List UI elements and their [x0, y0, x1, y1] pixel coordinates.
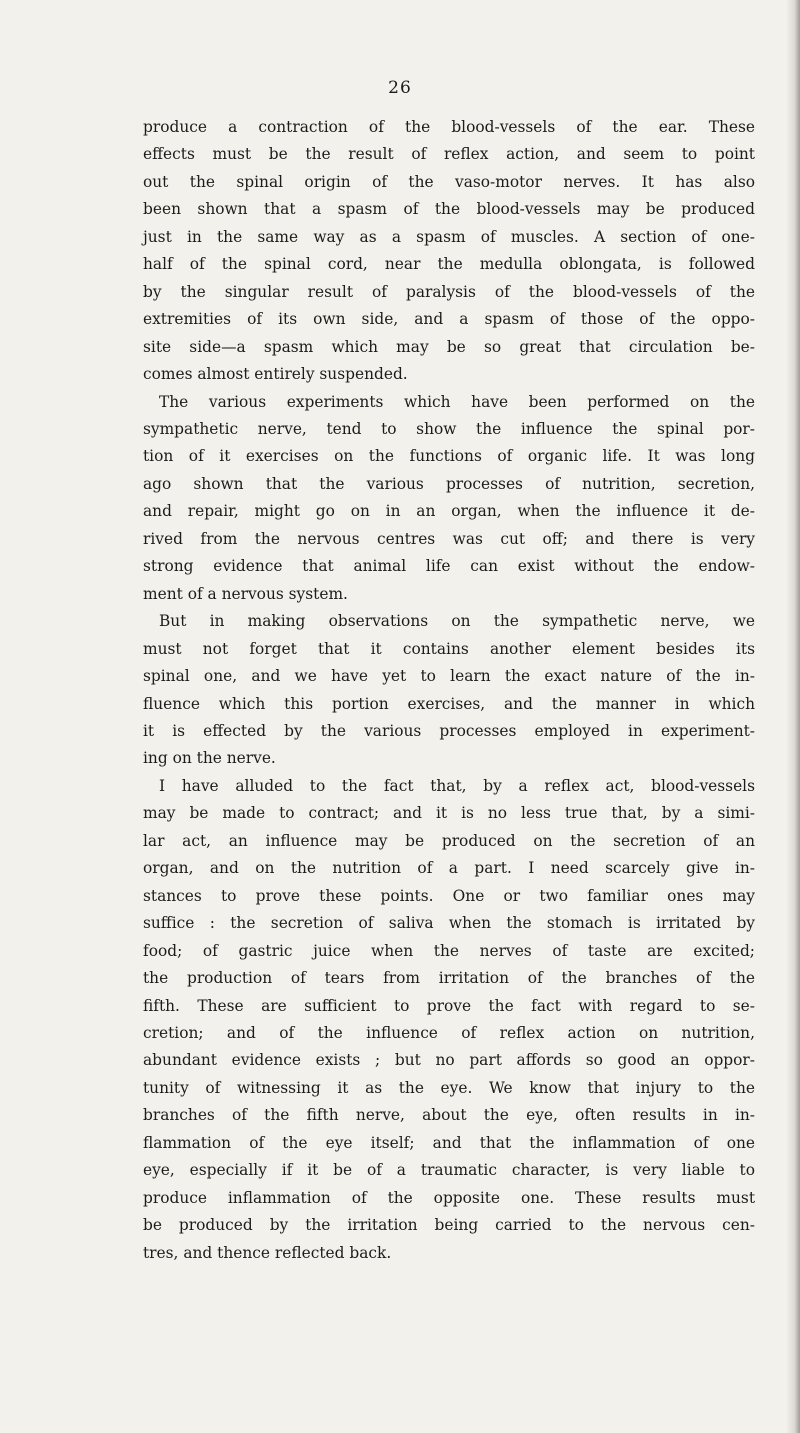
text-line: sympathetic nerve, tend to show the influence the spinal por- [143, 419, 755, 438]
text-line: stances to prove these points. One or two familiar ones may [143, 886, 755, 905]
text-line: tion of it exercises on the functions of organic life. It was long [143, 447, 755, 466]
page-edge-shadow [786, 0, 800, 1433]
text-line: out the spinal origin of the vaso-motor nerves. It has also [143, 172, 755, 191]
paragraph [143, 608, 755, 773]
text-line: spinal one, and we have yet to learn the exact nature of the in- [143, 667, 755, 686]
body-text [143, 114, 755, 1267]
text-line: half of the spinal cord, near the medulla oblongata, is followed [143, 255, 755, 274]
text-line: ment of a nervous system. [143, 584, 348, 603]
text-line: extremities of its own side, and a spasm of those of the oppo- [143, 310, 755, 329]
text-line: fluence which this portion exercises, and the manner in which [143, 694, 755, 713]
text-line: flammation of the eye itself; and that the inflammation of one [143, 1133, 755, 1152]
text-line: fifth. These are sufficient to prove the fact with regard to se- [143, 996, 755, 1015]
text-line: ing on the nerve. [143, 749, 276, 768]
text-line: be produced by the irritation being carried to the nervous cen- [143, 1216, 755, 1235]
paragraph [143, 773, 755, 1267]
text-line: tunity of witnessing it as the eye. We know that injury to the [143, 1078, 755, 1097]
text-line: I have alluded to the fact that, by a reflex act, blood-vessels [159, 776, 755, 795]
text-line: branches of the fifth nerve, about the eye, often results in in- [143, 1106, 755, 1125]
text-line: food; of gastric juice when the nerves of taste are excited; [143, 941, 755, 960]
text-line: The various experiments which have been performed on the [159, 392, 755, 411]
text-line: must not forget that it contains another element besides its [143, 639, 755, 658]
text-line: site side—a spasm which may be so great that circulation be- [143, 337, 755, 356]
text-line: just in the same way as a spasm of muscles. A section of one- [143, 227, 755, 246]
text-line: been shown that a spasm of the blood-vessels may be produced [143, 200, 755, 219]
text-line: and repair, might go on in an organ, when the influence it de- [143, 502, 755, 521]
text-line: But in making observations on the sympathetic nerve, we [159, 612, 755, 631]
text-line: eye, especially if it be of a traumatic character, is very liable to [143, 1161, 755, 1180]
text-line: rived from the nervous centres was cut off; and there is very [143, 529, 755, 548]
text-line: produce inflammation of the opposite one. These results must [143, 1188, 755, 1207]
text-line: effects must be the result of reflex action, and seem to point [143, 145, 755, 164]
text-line: ago shown that the various processes of nutrition, secretion, [143, 474, 755, 493]
paragraph [143, 114, 755, 389]
page-number: 26 [388, 78, 412, 98]
paragraph [143, 389, 755, 609]
text-line: may be made to contract; and it is no less true that, by a simi- [143, 804, 755, 823]
text-line: comes almost entirely suspended. [143, 365, 408, 384]
text-line: cretion; and of the influence of reflex action on nutrition, [143, 1023, 755, 1042]
text-line: produce a contraction of the blood-vessels of the ear. These [143, 118, 755, 136]
text-line: by the singular result of paralysis of the blood-vessels of the [143, 282, 755, 301]
text-line: tres, and thence reflected back. [143, 1243, 392, 1262]
text-line: strong evidence that animal life can exist without the endow- [143, 557, 755, 576]
text-line: it is effected by the various processes employed in experiment- [143, 721, 755, 740]
text-line: the production of tears from irritation of the branches of the [143, 969, 755, 988]
text-line: abundant evidence exists ; but no part affords so good an oppor- [143, 1051, 755, 1070]
text-line: suffice : the secretion of saliva when the stomach is irritated by [143, 914, 755, 933]
text-line: organ, and on the nutrition of a part. I need scarcely give in- [143, 859, 755, 878]
text-line: lar act, an influence may be produced on the secretion of an [143, 831, 755, 850]
